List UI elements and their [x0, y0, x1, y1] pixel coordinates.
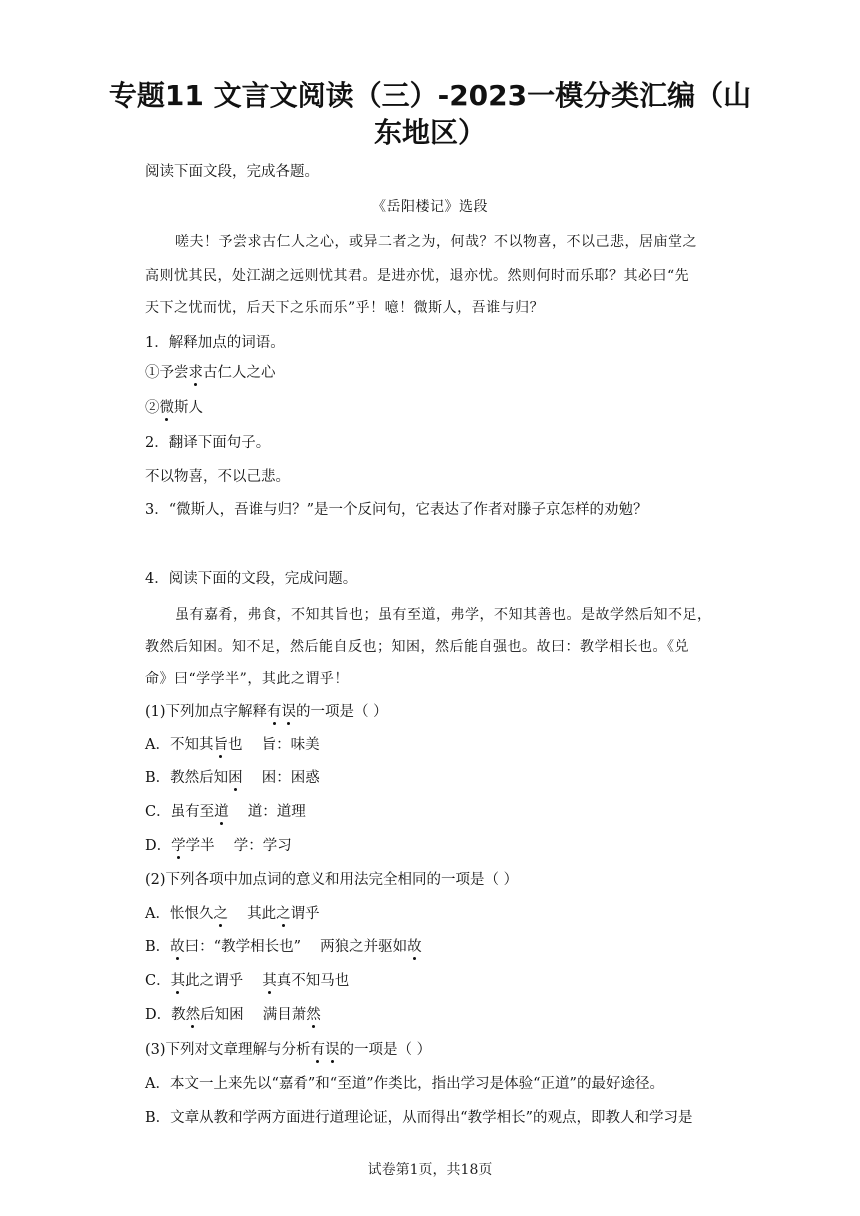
- emphasis-dot-char: 学: [171, 838, 186, 854]
- question-2-sentence: 不以物喜，不以己悲。: [145, 469, 290, 485]
- question-1-item: ①予尝求古仁人之心: [145, 365, 276, 381]
- option-c: C．其此之谓乎 其真不知马也: [145, 973, 350, 989]
- emphasis-dot-char: 之: [276, 906, 291, 922]
- option-b: B．教然后知困 困：困惑: [145, 770, 320, 786]
- question-3-stem: 3．“微斯人，吾谁与归？”是一个反问句，它表达了作者对滕子京怎样的劝勉？: [145, 502, 648, 518]
- emphasis-dot-char: 误: [281, 704, 297, 720]
- option-a: A．不知其旨也 旨：味美: [145, 737, 320, 753]
- option-d: D．学学半 学：学习: [145, 838, 292, 854]
- option-a: A．怅恨久之 其此之谓乎: [145, 906, 320, 922]
- emphasis-dot-char: 故: [407, 939, 422, 955]
- question-1-item: ②微斯人: [145, 400, 203, 416]
- option-a: A．本文一上来先以“嘉肴”和“至道”作类比，指出学习是体验“正道”的最好途径。: [145, 1076, 664, 1092]
- emphasis-dot-char: 旨: [213, 737, 228, 753]
- emphasis-dot-char: 道: [214, 804, 229, 820]
- emphasis-dot-char: 求: [188, 365, 203, 381]
- instruction-text: 阅读下面文段，完成各题。: [145, 164, 319, 180]
- emphasis-dot-char: 然: [185, 1007, 201, 1023]
- emphasis-dot-char: 有: [310, 1042, 326, 1058]
- emphasis-dot-char: 之: [213, 906, 228, 922]
- subquestion-1-stem: (1)下列加点字解释有误的一项是（ ）: [145, 704, 388, 720]
- page-title-line1: 专题11 文言文阅读（三）-2023一模分类汇编（山: [108, 79, 752, 112]
- passage-line: 天下之忧而忧，后天下之乐而乐”乎！噫！微斯人，吾谁与归？: [145, 300, 545, 316]
- subquestion-2-stem: (2)下列各项中加点词的意义和用法完全相同的一项是（ ）: [145, 872, 519, 888]
- subquestion-3-stem: (3)下列对文章理解与分析有误的一项是（ ）: [145, 1042, 432, 1058]
- passage-heading: 《岳阳楼记》选段: [372, 199, 488, 215]
- question-2-stem: 2．翻译下面句子。: [145, 435, 271, 451]
- passage-line: 嗟夫！予尝求古仁人之心，或异二者之为，何哉？不以物喜，不以己悲，居庙堂之: [175, 234, 697, 250]
- page-title-line2: 东地区）: [373, 116, 486, 149]
- option-c: C．虽有至道 道：道理: [145, 804, 306, 820]
- option-b: B．故曰：“教学相长也” 两狼之并驱如故: [145, 939, 422, 955]
- emphasis-dot-char: 其: [262, 973, 277, 989]
- option-b: B．文章从教和学两方面进行道理论证，从而得出“教学相长”的观点，即教人和学习是: [145, 1110, 693, 1126]
- emphasis-dot-char: 故: [170, 939, 185, 955]
- emphasis-dot-char: 其: [170, 973, 186, 989]
- emphasis-dot-char: 误: [325, 1042, 340, 1058]
- question-4-stem: 4．阅读下面的文段，完成问题。: [145, 571, 358, 587]
- question-1-stem: 1．解释加点的词语。: [145, 335, 285, 351]
- emphasis-dot-char: 困: [228, 770, 243, 786]
- emphasis-dot-char: 有: [267, 704, 282, 720]
- option-d: D．教然后知困 满目萧然: [145, 1007, 321, 1023]
- passage-line: 教然后知困。知不足，然后能自反也；知困，然后能自强也。故曰：教学相长也。《兑: [145, 639, 689, 655]
- passage-line: 命》曰“学学半”，其此之谓乎！: [145, 671, 349, 687]
- emphasis-dot-char: 微: [159, 400, 174, 416]
- passage-line: 高则忧其民，处江湖之远则忧其君。是进亦忧，退亦忧。然则何时而乐耶？其必曰“先: [145, 268, 690, 284]
- emphasis-dot-char: 然: [306, 1007, 321, 1023]
- passage-line: 虽有嘉肴，弗食，不知其旨也；虽有至道，弗学，不知其善也。是故学然后知不足，: [175, 607, 712, 623]
- page-footer: 试卷第1页，共18页: [367, 1162, 493, 1178]
